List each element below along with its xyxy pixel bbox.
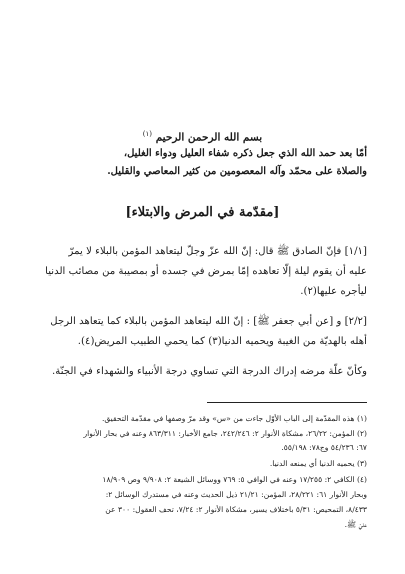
paragraph-2-line-2: أهله بالهديّة من الغيبة ويحميه الدنيا(٣) كما يحمي الطبيب المريض(٤). bbox=[77, 336, 367, 347]
footnote-4-line-3: ٨/٤٣٣، التمحيص: ٥/٣١ باختلاف يسير، مشكاة الأنوار ٢: ٧/٢٤، تحف العقول: ٣٠٠ عن bbox=[105, 505, 367, 514]
footnote-2-line-1: (٢) المؤمن: ٢٦/٢٢، مشكاة الأنوار ٢: ٢٤٢/٢٤٦، جامع الأخبار: ٨٦٣/٣١١ وعنه في بحار الأنوار bbox=[83, 429, 367, 438]
paragraph-1-line-2: عليه أن يقوم ليلة إلّا تعاهده إمّا بمرض في جسده أو بمصيبة من مصائب الدنيا bbox=[45, 266, 367, 277]
paragraph-3-line-1: وكأنّ علّة مرضه إدراك الدرجة التي تساوي درجة الأنبياء والشهداء في الجنّة. bbox=[52, 366, 367, 377]
footnote-ref-1: (١) bbox=[142, 130, 153, 138]
footnote-2-line-2: ٦٧: ٥٤/٢٣٦ وج٧٨: ٥٥/١٩٨. bbox=[281, 443, 367, 452]
opening-line-1: أمّا بعد حمد الله الذي جعل ذكره شفاء العليل ودواء الغليل، bbox=[123, 148, 367, 159]
paragraph-1-line-3: ليأجره عليها(٢). bbox=[300, 286, 367, 297]
footnote-4-line-1: (٤) الكافي ٢: ١٧/٢٥٥ وعنه في الوافي ٥: ٧٦٩ ووسائل الشيعة ٢: ٩/٩٠٨ وص ١٨/٩٠٩ bbox=[102, 475, 367, 484]
paragraph-2-line-1: [٢/٢] و [عن أبي جعفر ﷺ] : إنّ الله ليتعاهد المؤمن بالبلاء كما يتعاهد الرجل bbox=[50, 316, 367, 327]
basmala-heading bbox=[0, 130, 405, 144]
paragraph-1-line-1: [١/١] فإنّ الصادق ﷺ قال: إنّ الله عزّ وجلّ ليتعاهد المؤمن بالبلاء لا يمرّ bbox=[68, 246, 367, 257]
footnote-divider bbox=[207, 402, 367, 403]
footnote-1: (١) هذه المقدّمة إلى الباب الأوّل جاءت من «س» وقد مرّ وصفها في مقدّمة التحقيق. bbox=[101, 414, 367, 423]
footnote-3: (٣) يحميه الدنيا أي يمنعه الدنيا. bbox=[269, 459, 367, 468]
basmala-text: بسم الله الرحمن الرحيم bbox=[155, 131, 263, 144]
opening-line-2: والصلاة على محمّد وآله المعصومين من كثير المعاصي والقليل. bbox=[107, 166, 367, 177]
footnote-4-line-4: عليّ ﷺ. bbox=[344, 520, 367, 529]
section-title: [مقدّمة في المرض والابتلاء] bbox=[125, 205, 280, 220]
footnote-4-line-2: وبحار الأنوار ٦١: ٢٨/٢٢١، المؤمن: ٢١/٢١ ذيل الحديث وعنه في مستدرك الوسائل ٢: bbox=[105, 490, 367, 499]
